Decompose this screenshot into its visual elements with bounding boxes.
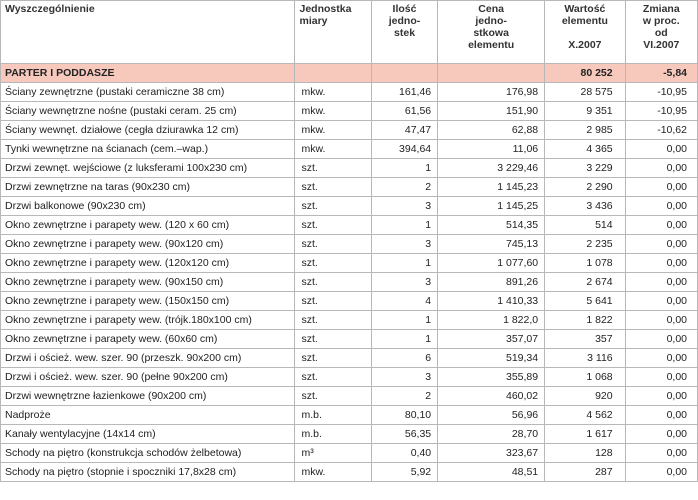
row-name: Drzwi i oścież. wew. szer. 90 (przeszk. 90x200 cm) <box>1 349 295 368</box>
row-value: 1 822 <box>545 311 626 330</box>
row-change: 0,00 <box>625 330 697 349</box>
table-row <box>1 273 698 292</box>
row-value: 1 068 <box>545 368 626 387</box>
row-quantity: 3 <box>371 368 437 387</box>
row-quantity: 80,10 <box>371 406 437 425</box>
row-unit: szt. <box>295 311 371 330</box>
row-value: 9 351 <box>545 102 626 121</box>
header-quantity <box>371 1 437 64</box>
row-name: Drzwi zewnęt. wejściowe (z luksferami 100x230 cm) <box>1 159 295 178</box>
row-value: 3 229 <box>545 159 626 178</box>
row-name: Okno zewnętrzne i parapety wew. (60x60 cm) <box>1 330 295 349</box>
row-unit: szt. <box>295 368 371 387</box>
table-row <box>1 83 698 102</box>
header-element-value <box>545 1 626 64</box>
row-unit-price: 28,70 <box>438 425 545 444</box>
row-change: -10,95 <box>625 102 697 121</box>
row-quantity: 2 <box>371 178 437 197</box>
row-unit: szt. <box>295 387 371 406</box>
header-change-line2: w proc. <box>642 15 680 27</box>
row-change: 0,00 <box>625 406 697 425</box>
table-row <box>1 368 698 387</box>
row-name: Drzwi zewnętrzne na taras (90x230 cm) <box>1 178 295 197</box>
row-unit-price: 3 229,46 <box>438 159 545 178</box>
row-unit-price: 357,07 <box>438 330 545 349</box>
table-row <box>1 444 698 463</box>
row-change: -10,95 <box>625 83 697 102</box>
row-unit-price: 1 077,60 <box>438 254 545 273</box>
row-quantity: 47,47 <box>371 121 437 140</box>
section-label: PARTER I PODDASZE <box>1 64 295 83</box>
table-row <box>1 254 698 273</box>
row-quantity: 1 <box>371 311 437 330</box>
row-name: Ściany wewnętrzne nośne (pustaki ceram. 25 cm) <box>1 102 295 121</box>
row-quantity: 0,40 <box>371 444 437 463</box>
row-quantity: 3 <box>371 273 437 292</box>
row-unit: szt. <box>295 273 371 292</box>
header-change-line1: Zmiana <box>642 3 680 15</box>
row-value: 2 235 <box>545 235 626 254</box>
table-row <box>1 330 698 349</box>
row-unit-price: 460,02 <box>438 387 545 406</box>
row-value: 5 641 <box>545 292 626 311</box>
row-name: Okno zewnętrzne i parapety wew. (90x150 cm) <box>1 273 295 292</box>
table-row <box>1 216 698 235</box>
row-change: 0,00 <box>625 159 697 178</box>
section-empty-price <box>438 64 545 83</box>
row-quantity: 394,64 <box>371 140 437 159</box>
row-change: 0,00 <box>625 368 697 387</box>
row-change: 0,00 <box>625 311 697 330</box>
row-unit: szt. <box>295 349 371 368</box>
row-value: 357 <box>545 330 626 349</box>
row-change: 0,00 <box>625 216 697 235</box>
section-empty-qty <box>371 64 437 83</box>
row-value: 28 575 <box>545 83 626 102</box>
row-value: 287 <box>545 463 626 482</box>
row-change: 0,00 <box>625 292 697 311</box>
header-name <box>1 1 295 64</box>
section-row <box>1 64 698 83</box>
row-unit: m.b. <box>295 425 371 444</box>
row-value: 514 <box>545 216 626 235</box>
row-unit-price: 514,35 <box>438 216 545 235</box>
row-unit: mkw. <box>295 121 371 140</box>
row-unit: mkw. <box>295 102 371 121</box>
table-row <box>1 178 698 197</box>
row-name: Drzwi i oścież. wew. szer. 90 (pełne 90x200 cm) <box>1 368 295 387</box>
row-change: 0,00 <box>625 178 697 197</box>
header-price-line4: elementu <box>468 39 515 51</box>
header-qty-line1: Ilość <box>392 3 417 15</box>
row-quantity: 6 <box>371 349 437 368</box>
row-unit-price: 355,89 <box>438 368 545 387</box>
row-value: 3 116 <box>545 349 626 368</box>
row-unit: m.b. <box>295 406 371 425</box>
row-quantity: 161,46 <box>371 83 437 102</box>
table-row <box>1 406 698 425</box>
header-unit-line1: Jednostka <box>299 3 352 15</box>
row-unit: szt. <box>295 178 371 197</box>
section-value: 80 252 <box>545 64 626 83</box>
row-unit: mkw. <box>295 463 371 482</box>
row-name: Schody na piętro (stopnie i spoczniki 17,8x28 cm) <box>1 463 295 482</box>
row-change: 0,00 <box>625 425 697 444</box>
row-unit-price: 1 145,25 <box>438 197 545 216</box>
table-row <box>1 425 698 444</box>
row-change: 0,00 <box>625 387 697 406</box>
header-change-line3: od <box>654 27 668 39</box>
header-value-line2: elementu <box>561 15 608 27</box>
row-name: Tynki wewnętrzne na ścianach (cem.–wap.) <box>1 140 295 159</box>
row-quantity: 3 <box>371 235 437 254</box>
row-unit: mkw. <box>295 140 371 159</box>
header-unit-line2: miary <box>299 15 328 27</box>
row-quantity: 5,92 <box>371 463 437 482</box>
row-unit-price: 1 822,0 <box>438 311 545 330</box>
table-row <box>1 463 698 482</box>
table-row <box>1 349 698 368</box>
row-change: 0,00 <box>625 197 697 216</box>
header-unit <box>295 1 371 64</box>
header-value-line1: Wartość <box>564 3 606 15</box>
row-change: 0,00 <box>625 273 697 292</box>
row-unit: szt. <box>295 330 371 349</box>
header-value-line3: X.2007 <box>568 39 602 51</box>
row-quantity: 56,35 <box>371 425 437 444</box>
row-name: Schody na piętro (konstrukcja schodów żelbetowa) <box>1 444 295 463</box>
row-unit-price: 519,34 <box>438 349 545 368</box>
row-change: 0,00 <box>625 254 697 273</box>
row-unit: szt. <box>295 292 371 311</box>
table-row <box>1 102 698 121</box>
row-name: Ściany zewnętrzne (pustaki ceramiczne 38 cm) <box>1 83 295 102</box>
row-quantity: 4 <box>371 292 437 311</box>
row-quantity: 2 <box>371 387 437 406</box>
row-quantity: 61,56 <box>371 102 437 121</box>
row-unit-price: 11,06 <box>438 140 545 159</box>
header-price-line1: Cena <box>478 3 504 15</box>
row-unit: m³ <box>295 444 371 463</box>
row-change: -10,62 <box>625 121 697 140</box>
row-value: 2 985 <box>545 121 626 140</box>
row-unit-price: 56,96 <box>438 406 545 425</box>
table-row <box>1 387 698 406</box>
row-change: 0,00 <box>625 140 697 159</box>
row-unit-price: 151,90 <box>438 102 545 121</box>
header-unit-price <box>438 1 545 64</box>
row-unit-price: 891,26 <box>438 273 545 292</box>
row-value: 2 290 <box>545 178 626 197</box>
header-change <box>625 1 697 64</box>
row-unit-price: 48,51 <box>438 463 545 482</box>
table-row <box>1 140 698 159</box>
row-unit: szt. <box>295 159 371 178</box>
row-unit-price: 1 410,33 <box>438 292 545 311</box>
row-unit-price: 745,13 <box>438 235 545 254</box>
header-price-line2: jedno- <box>475 15 507 27</box>
row-name: Nadproże <box>1 406 295 425</box>
row-unit: szt. <box>295 235 371 254</box>
table-row <box>1 235 698 254</box>
row-change: 0,00 <box>625 463 697 482</box>
row-quantity: 1 <box>371 159 437 178</box>
row-name: Ściany wewnęt. działowe (cegła dziurawka 12 cm) <box>1 121 295 140</box>
table-row <box>1 311 698 330</box>
row-value: 4 365 <box>545 140 626 159</box>
row-name: Okno zewnętrzne i parapety wew. (trójk.180x100 cm) <box>1 311 295 330</box>
row-unit-price: 323,67 <box>438 444 545 463</box>
table-row <box>1 159 698 178</box>
row-unit: mkw. <box>295 83 371 102</box>
row-name: Okno zewnętrzne i parapety wew. (120 x 60 cm) <box>1 216 295 235</box>
table-row <box>1 121 698 140</box>
header-price-line3: stkowa <box>473 27 509 39</box>
row-value: 3 436 <box>545 197 626 216</box>
table-row <box>1 197 698 216</box>
header-change-line4: VI.2007 <box>643 39 680 51</box>
header-qty-line3: stek <box>394 27 416 39</box>
row-unit-price: 1 145,23 <box>438 178 545 197</box>
row-name: Drzwi wewnętrzne łazienkowe (90x200 cm) <box>1 387 295 406</box>
row-value: 920 <box>545 387 626 406</box>
row-unit-price: 62,88 <box>438 121 545 140</box>
section-change: -5,84 <box>625 64 697 83</box>
row-quantity: 1 <box>371 330 437 349</box>
table-header <box>1 1 698 64</box>
row-name: Drzwi balkonowe (90x230 cm) <box>1 197 295 216</box>
row-value: 1 078 <box>545 254 626 273</box>
row-value: 2 674 <box>545 273 626 292</box>
row-quantity: 3 <box>371 197 437 216</box>
row-value: 4 562 <box>545 406 626 425</box>
row-quantity: 1 <box>371 254 437 273</box>
row-change: 0,00 <box>625 444 697 463</box>
row-quantity: 1 <box>371 216 437 235</box>
row-value: 1 617 <box>545 425 626 444</box>
table-body <box>1 64 698 482</box>
row-unit: szt. <box>295 216 371 235</box>
row-name: Okno zewnętrzne i parapety wew. (150x150 cm) <box>1 292 295 311</box>
row-unit-price: 176,98 <box>438 83 545 102</box>
row-change: 0,00 <box>625 349 697 368</box>
row-value: 128 <box>545 444 626 463</box>
row-name: Okno zewnętrzne i parapety wew. (90x120 cm) <box>1 235 295 254</box>
header-name-label: Wyszczególnienie <box>5 3 95 15</box>
section-empty-unit <box>295 64 371 83</box>
row-unit: szt. <box>295 197 371 216</box>
row-name: Okno zewnętrzne i parapety wew. (120x120 cm) <box>1 254 295 273</box>
row-name: Kanały wentylacyjne (14x14 cm) <box>1 425 295 444</box>
row-unit: szt. <box>295 254 371 273</box>
header-qty-line2: jedno- <box>388 15 421 27</box>
table-row <box>1 292 698 311</box>
row-change: 0,00 <box>625 235 697 254</box>
